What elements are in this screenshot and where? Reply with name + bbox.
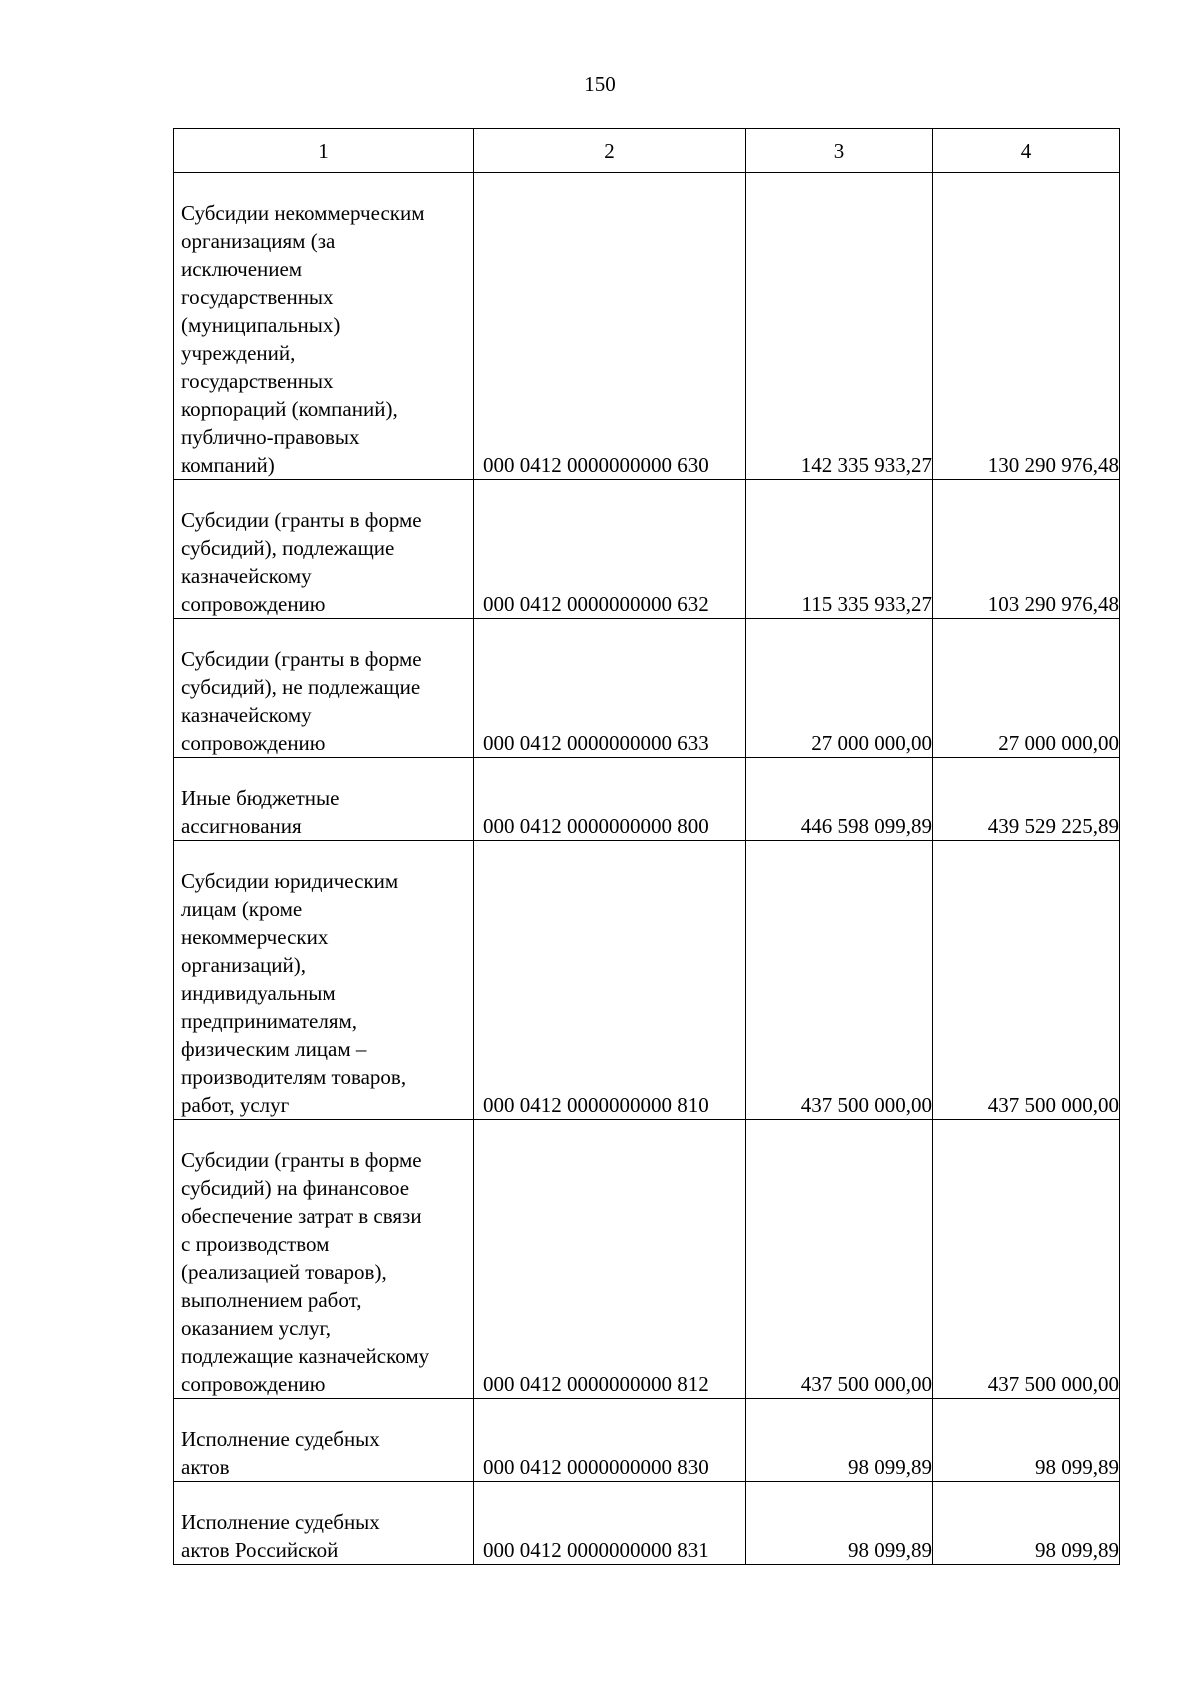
amount-column-3: 98 099,89 [746,1482,933,1565]
amount-column-3: 98 099,89 [746,1399,933,1482]
expense-name: Субсидии (гранты в форме субсидий) на финансовое обеспечение затрат в связи с производством (реализацией товаров), выполнением работ, оказанием услуг, подлежащие казначейскому сопровождению [174,1120,474,1399]
budget-code: 000 0412 0000000000 810 [474,841,746,1120]
table-header-row [174,129,1120,173]
page-number: 150 [584,72,616,96]
column-header: 4 [933,129,1120,173]
budget-code: 000 0412 0000000000 630 [474,173,746,480]
budget-code: 000 0412 0000000000 812 [474,1120,746,1399]
amount-column-4: 98 099,89 [933,1482,1120,1565]
column-header: 3 [746,129,933,173]
column-header: 2 [474,129,746,173]
expense-name: Исполнение судебных актов [174,1399,474,1482]
table-row [174,480,1120,619]
column-header: 1 [174,129,474,173]
expense-name: Субсидии (гранты в форме субсидий), не подлежащие казначейскому сопровождению [174,619,474,758]
expense-name: Субсидии некоммерческим организациям (за исключением государственных (муниципальных) учреждений, государственных корпораций (компаний), публично-правовых компаний) [174,173,474,480]
amount-column-3: 437 500 000,00 [746,841,933,1120]
expense-name: Исполнение судебных актов Российской [174,1482,474,1565]
table-row [174,1482,1120,1565]
budget-table [173,128,1120,1565]
table-row [174,758,1120,841]
amount-column-4: 439 529 225,89 [933,758,1120,841]
amount-column-3: 27 000 000,00 [746,619,933,758]
amount-column-4: 437 500 000,00 [933,1120,1120,1399]
budget-code: 000 0412 0000000000 633 [474,619,746,758]
amount-column-3: 142 335 933,27 [746,173,933,480]
budget-code: 000 0412 0000000000 632 [474,480,746,619]
amount-column-4: 98 099,89 [933,1399,1120,1482]
budget-code: 000 0412 0000000000 830 [474,1399,746,1482]
table-row [174,173,1120,480]
amount-column-4: 103 290 976,48 [933,480,1120,619]
budget-code: 000 0412 0000000000 831 [474,1482,746,1565]
table-row [174,1120,1120,1399]
amount-column-4: 437 500 000,00 [933,841,1120,1120]
expense-name: Субсидии юридическим лицам (кроме некоммерческих организаций), индивидуальным предпринимателям, физическим лицам – производителям товаров, работ, услуг [174,841,474,1120]
table-row [174,619,1120,758]
amount-column-3: 115 335 933,27 [746,480,933,619]
expense-name: Субсидии (гранты в форме субсидий), подлежащие казначейскому сопровождению [174,480,474,619]
amount-column-4: 130 290 976,48 [933,173,1120,480]
amount-column-3: 446 598 099,89 [746,758,933,841]
amount-column-4: 27 000 000,00 [933,619,1120,758]
table-row [174,841,1120,1120]
expense-name: Иные бюджетные ассигнования [174,758,474,841]
table-row [174,1399,1120,1482]
budget-code: 000 0412 0000000000 800 [474,758,746,841]
amount-column-3: 437 500 000,00 [746,1120,933,1399]
